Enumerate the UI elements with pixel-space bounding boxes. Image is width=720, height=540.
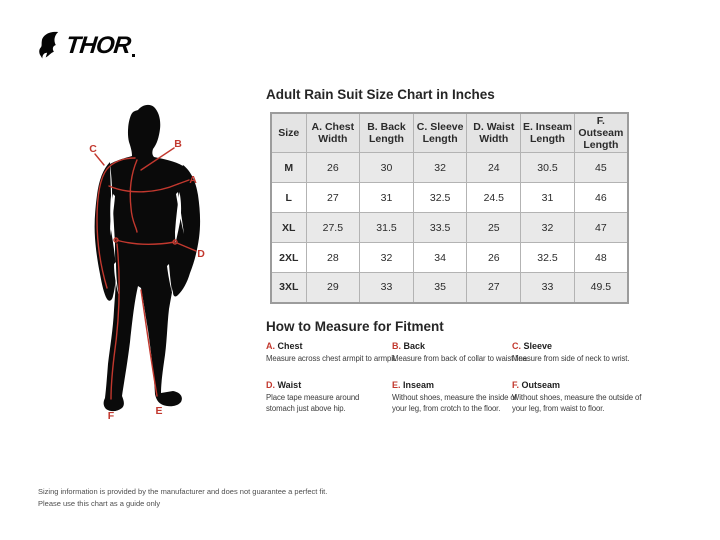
size-cell: 45	[574, 153, 628, 183]
size-row-m	[271, 153, 628, 183]
size-cell: 24.5	[467, 183, 521, 213]
logo-text: THOR	[64, 31, 132, 59]
size-cell: 48	[574, 243, 628, 273]
column-header-sleeve: C. Sleeve Length	[413, 113, 467, 153]
column-header-back: B. Back Length	[360, 113, 414, 153]
measure-description: Without shoes, measure the outside of your leg, from waist to floor.	[512, 393, 642, 413]
measure-item-outseam	[512, 380, 648, 415]
label-waist: D	[197, 248, 205, 260]
disclaimer-line-2: Please use this chart as a guide only	[38, 498, 161, 508]
measure-item-label	[392, 341, 510, 351]
size-cell: 31	[521, 183, 575, 213]
size-label: 3XL	[271, 273, 306, 303]
measure-letter: B.	[392, 341, 401, 351]
label-inseam: E	[155, 405, 163, 417]
size-cell: 32.5	[521, 243, 575, 273]
size-label: XL	[271, 213, 306, 243]
size-cell: 28	[306, 243, 360, 273]
size-label: M	[271, 153, 306, 183]
column-header-outseam: F. Outseam Length	[574, 113, 628, 153]
measure-name: Inseam	[403, 380, 435, 390]
size-cell: 30	[360, 153, 414, 183]
size-row-xl	[271, 213, 628, 243]
disclaimer	[38, 486, 327, 509]
measure-guide-title: How to Measure for Fitment	[266, 319, 444, 334]
size-chart-table	[270, 112, 629, 304]
logo-trademark-dot	[132, 54, 135, 57]
measure-item-label	[392, 380, 520, 390]
size-cell: 26	[467, 243, 521, 273]
measure-name: Outseam	[521, 380, 561, 390]
measure-item-back	[392, 341, 530, 365]
size-cell: 30.5	[521, 153, 575, 183]
label-chest: A	[189, 174, 197, 186]
size-cell: 49.5	[574, 273, 628, 303]
size-cell: 29	[306, 273, 360, 303]
body-silhouette	[104, 105, 184, 411]
size-label: L	[271, 183, 306, 213]
measure-letter: F.	[512, 380, 520, 390]
size-chart-title: Adult Rain Suit Size Chart in Inches	[266, 87, 495, 102]
measure-name: Waist	[277, 380, 302, 390]
size-cell: 27.5	[306, 213, 360, 243]
measure-name: Sleeve	[523, 341, 553, 351]
measure-item-inseam	[392, 380, 520, 415]
measure-letter: C.	[512, 341, 521, 351]
size-cell: 26	[306, 153, 360, 183]
measure-description: Without shoes, measure the inside of your leg, from crotch to the floor.	[392, 393, 517, 413]
thor-goat-icon	[38, 31, 63, 60]
disclaimer-line-1: Sizing information is provided by the manufacturer and does not guarantee a perfect fit.	[38, 487, 328, 496]
measure-item-label	[512, 341, 657, 351]
size-cell: 32	[521, 213, 575, 243]
size-row-2xl	[271, 243, 628, 273]
measure-description: Measure from back of collar to waist line.	[392, 354, 530, 363]
size-cell: 33	[360, 273, 414, 303]
measure-item-sleeve	[512, 341, 657, 365]
size-cell: 47	[574, 213, 628, 243]
size-cell: 27	[467, 273, 521, 303]
measure-item-label	[266, 380, 370, 390]
size-cell: 31.5	[360, 213, 414, 243]
measure-item-chest	[266, 341, 397, 365]
measure-name: Chest	[277, 341, 303, 351]
measure-name: Back	[403, 341, 426, 351]
size-cell: 33.5	[413, 213, 467, 243]
body-measurement-diagram	[85, 102, 215, 424]
label-back: B	[174, 138, 182, 150]
size-cell: 32	[413, 153, 467, 183]
measure-item-label	[266, 341, 388, 351]
brand-logo	[38, 31, 135, 60]
size-label: 2XL	[271, 243, 306, 273]
size-cell: 27	[306, 183, 360, 213]
size-cell: 31	[360, 183, 414, 213]
measure-letter: E.	[392, 380, 401, 390]
label-sleeve: C	[89, 143, 97, 155]
size-cell: 35	[413, 273, 467, 303]
size-cell: 32.5	[413, 183, 467, 213]
column-header-inseam: E. Inseam Length	[521, 113, 575, 153]
column-header-size: Size	[271, 113, 306, 153]
size-cell: 46	[574, 183, 628, 213]
measure-item-waist	[266, 380, 370, 415]
measure-description: Measure across chest armpit to armpit.	[266, 354, 397, 363]
sleeve-leader-line	[95, 154, 104, 165]
size-cell: 24	[467, 153, 521, 183]
size-cell: 34	[413, 243, 467, 273]
column-header-waist: D. Waist Width	[467, 113, 521, 153]
measure-item-label	[512, 380, 648, 390]
header-row	[271, 113, 628, 153]
size-cell: 25	[467, 213, 521, 243]
size-row-3xl	[271, 273, 628, 303]
measure-description: Measure from side of neck to wrist.	[512, 354, 630, 363]
size-cell: 33	[521, 273, 575, 303]
size-row-l	[271, 183, 628, 213]
size-cell: 32	[360, 243, 414, 273]
measure-letter: D.	[266, 380, 275, 390]
measure-letter: A.	[266, 341, 275, 351]
label-outseam: F	[107, 410, 115, 422]
measure-description: Place tape measure around stomach just above hip.	[266, 393, 360, 413]
column-header-chest: A. Chest Width	[306, 113, 360, 153]
